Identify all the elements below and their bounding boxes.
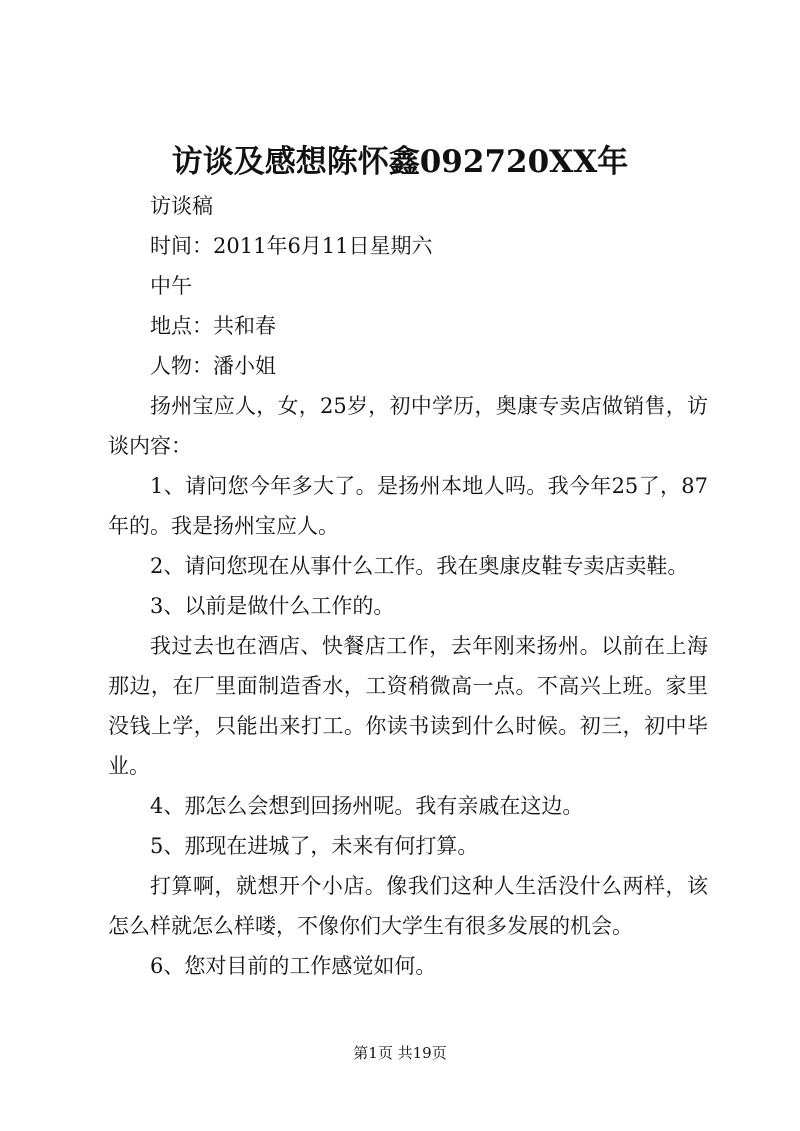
paragraph: 我过去也在酒店、快餐店工作，去年刚来扬州。以前在上海那边，在厂里面制造香水，工资稍微高一点。不高兴上班。家里没钱上学，只能出来打工。你读书读到什么时候。初三，初中毕业。 [108, 634, 708, 778]
paragraph: 4、那怎么会想到回扬州呢。我有亲戚在这边。 [150, 794, 584, 818]
paragraph: 中午 [150, 274, 192, 298]
document-title: 访谈及感想陈怀鑫092720XX年 [171, 144, 629, 180]
paragraph: 扬州宝应人，女，25岁，初中学历，奥康专卖店做销售，访谈内容： [108, 394, 708, 458]
paragraph: 1、请问您今年多大了。是扬州本地人吗。我今年25了，87年的。我是扬州宝应人。 [108, 474, 708, 538]
paragraph: 3、以前是做什么工作的。 [150, 594, 395, 618]
page-footer: 第1页 共19页 [353, 1044, 447, 1062]
paragraph: 2、请问您现在从事什么工作。我在奥康皮鞋专卖店卖鞋。 [150, 554, 689, 578]
paragraph: 打算啊，就想开个小店。像我们这种人生活没什么两样，该怎么样就怎么样喽，不像你们大学生有很多发展的机会。 [108, 874, 708, 938]
paragraph: 5、那现在进城了，未来有何打算。 [150, 834, 479, 858]
paragraph: 人物：潘小姐 [150, 354, 276, 378]
paragraph: 地点：共和春 [150, 314, 276, 338]
document-body [108, 186, 708, 986]
paragraph: 时间：2011年6月11日星期六 [150, 234, 433, 258]
paragraph: 6、您对目前的工作感觉如何。 [150, 954, 437, 978]
paragraph: 访谈稿 [150, 194, 213, 218]
